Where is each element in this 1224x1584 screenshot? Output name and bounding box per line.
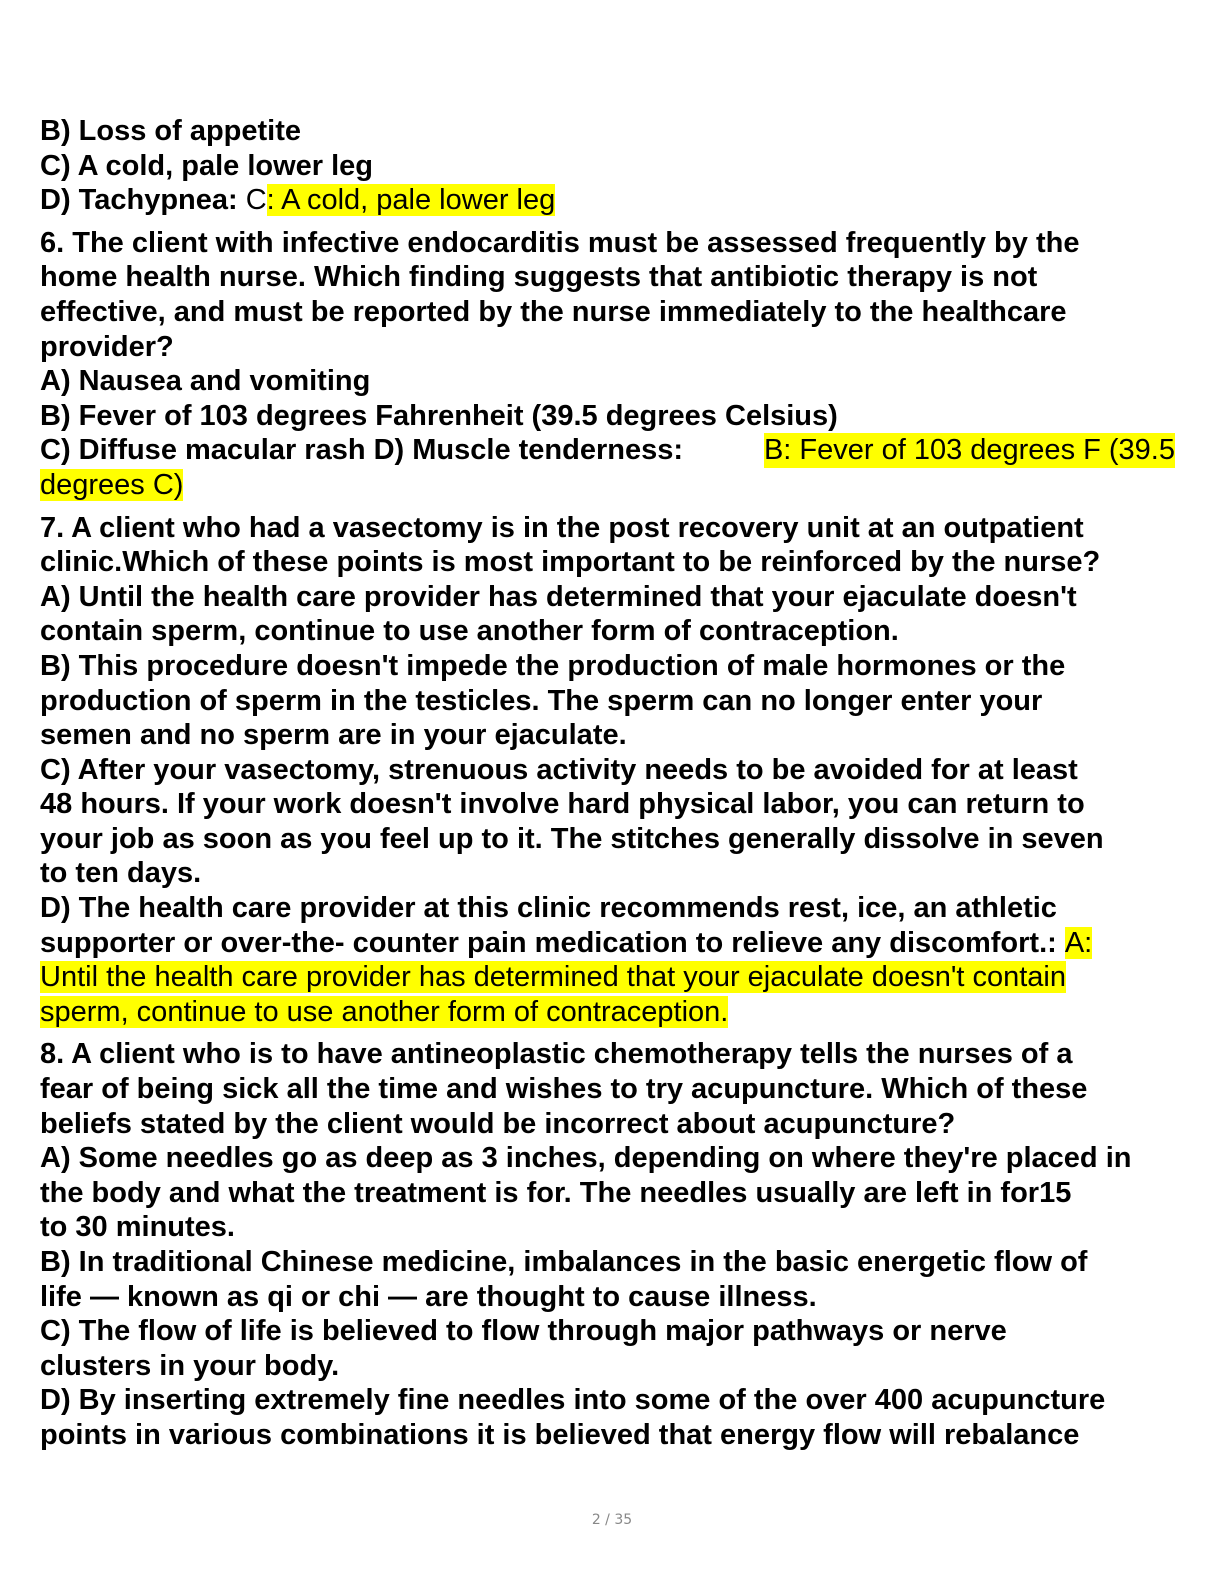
q8-option-c-line-2: clusters in your body. bbox=[40, 1349, 340, 1382]
q8-option-a-line-2: the body and what the treatment is for. The needles usually are left in for15 bbox=[40, 1176, 1072, 1209]
q6-option-c: C) Diffuse macular rash D) Muscle tenderness: bbox=[40, 434, 684, 467]
question-5-tail bbox=[40, 114, 1175, 218]
q8-stem-line-3: beliefs stated by the client would be incorrect about acupuncture? bbox=[40, 1107, 956, 1140]
q8-option-d-line-2: points in various combinations it is believed that energy flow will rebalance bbox=[40, 1418, 1080, 1451]
q7-stem-line-2: clinic.Which of these points is most important to be reinforced by the nurse? bbox=[40, 546, 1101, 579]
page-indicator: 2 / 35 bbox=[591, 1512, 633, 1528]
q7-option-b-line-2: production of sperm in the testicles. The sperm can no longer enter your bbox=[40, 684, 1043, 717]
q7-answer-line-2 bbox=[40, 960, 1175, 995]
q7-option-d-text: supporter or over-the- counter pain medication to relieve any discomfort.: bbox=[40, 926, 1065, 959]
q7-option-d-line-2 bbox=[40, 926, 1175, 961]
q7-option-c-line-1: C) After your vasectomy, strenuous activity needs to be avoided for at least bbox=[40, 753, 1078, 786]
q5-answer-highlight: : A cold, pale lower leg bbox=[266, 184, 556, 217]
q7-answer-highlight-1: A: bbox=[1064, 926, 1093, 959]
q7-answer-highlight-2: Until the health care provider has determined that your ejaculate doesn't contain bbox=[40, 961, 1066, 994]
q7-answer-line-3 bbox=[40, 995, 1175, 1030]
question-7 bbox=[40, 511, 1175, 1030]
q7-option-c-line-3: your job as soon as you feel up to it. The stitches generally dissolve in seven bbox=[40, 822, 1104, 855]
q6-answer-line-2 bbox=[40, 468, 1175, 503]
q6-option-c-line bbox=[40, 433, 1175, 468]
q5-option-d-line bbox=[40, 183, 1175, 218]
q5-option-c: C) A cold, pale lower leg bbox=[40, 149, 374, 182]
question-6 bbox=[40, 226, 1175, 503]
q6-answer-highlight-2: degrees C) bbox=[40, 468, 184, 501]
q7-stem-line-1: 7. A client who had a vasectomy is in the post recovery unit at an outpatient bbox=[40, 511, 1084, 544]
q5-option-d: D) Tachypnea: bbox=[40, 184, 246, 217]
q8-option-a-line-1: A) Some needles go as deep as 3 inches, depending on where they're placed in bbox=[40, 1142, 1132, 1175]
q7-option-c-line-4: to ten days. bbox=[40, 857, 202, 890]
q6-stem-line-4: provider? bbox=[40, 330, 174, 363]
q7-option-a-line-2: contain sperm, continue to use another form of contraception. bbox=[40, 615, 899, 648]
q7-option-b-line-3: semen and no sperm are in your ejaculate. bbox=[40, 719, 627, 752]
q7-option-b-line-1: B) This procedure doesn't impede the production of male hormones or the bbox=[40, 649, 1066, 682]
q7-option-a-line-1: A) Until the health care provider has determined that your ejaculate doesn't bbox=[40, 580, 1077, 613]
q8-option-b-line-2: life — known as qi or chi — are thought to cause illness. bbox=[40, 1280, 817, 1313]
q7-option-c-line-2: 48 hours. If your work doesn't involve hard physical labor, you can return to bbox=[40, 788, 1085, 821]
q8-option-d-line-1: D) By inserting extremely fine needles into some of the over 400 acupuncture bbox=[40, 1384, 1106, 1417]
q7-answer-highlight-3: sperm, continue to use another form of contraception. bbox=[40, 995, 729, 1028]
q8-stem-line-2: fear of being sick all the time and wishes to try acupuncture. Which of these bbox=[40, 1073, 1088, 1106]
q6-stem-line-3: effective, and must be reported by the nurse immediately to the healthcare bbox=[40, 295, 1067, 328]
question-8 bbox=[40, 1037, 1175, 1452]
q8-stem-line-1: 8. A client who is to have antineoplastic chemotherapy tells the nurses of a bbox=[40, 1038, 1073, 1071]
q6-stem-line-1: 6. The client with infective endocarditis must be assessed frequently by the bbox=[40, 226, 1080, 259]
q6-stem-line-2: home health nurse. Which finding suggests that antibiotic therapy is not bbox=[40, 261, 1038, 294]
q8-option-a-line-3: to 30 minutes. bbox=[40, 1211, 235, 1244]
q6-answer-highlight-1: B: Fever of 103 degrees F (39.5 bbox=[763, 434, 1175, 467]
q5-answer-letter: C bbox=[245, 184, 267, 217]
document-page bbox=[40, 114, 1175, 1453]
q6-option-a: A) Nausea and vomiting bbox=[40, 365, 371, 398]
q7-option-d-line-1: D) The health care provider at this clinic recommends rest, ice, an athletic bbox=[40, 892, 1057, 925]
q8-option-c-line-1: C) The flow of life is believed to flow through major pathways or nerve bbox=[40, 1315, 1007, 1348]
q6-option-b: B) Fever of 103 degrees Fahrenheit (39.5 degrees Celsius) bbox=[40, 399, 838, 432]
q5-option-b: B) Loss of appetite bbox=[40, 115, 302, 147]
q8-option-b-line-1: B) In traditional Chinese medicine, imbalances in the basic energetic flow of bbox=[40, 1246, 1088, 1278]
